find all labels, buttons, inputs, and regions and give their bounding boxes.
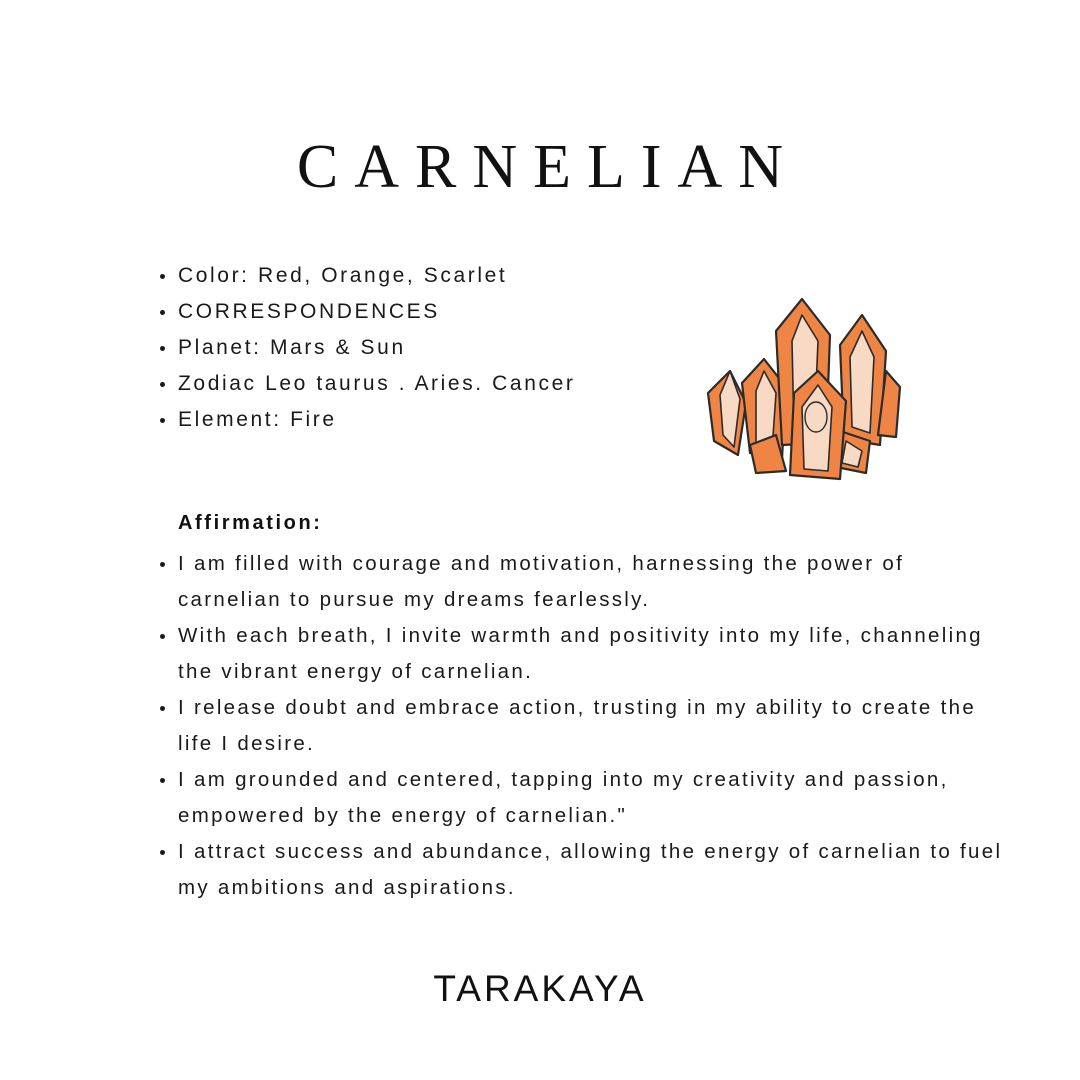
- affirmation-list: [152, 546, 1012, 906]
- list-item: I am grounded and centered, tapping into my creativity and passion, empowered by the energy of carnelian.": [152, 762, 1012, 834]
- list-item: With each breath, I invite warmth and positivity into my life, channeling the vibrant energy of carnelian.: [152, 618, 1012, 690]
- carnelian-crystal-cluster-icon: [690, 275, 920, 500]
- list-item: I release doubt and embrace action, trusting in my ability to create the life I desire.: [152, 690, 1012, 762]
- brand-name: TARAKAYA: [433, 968, 647, 1009]
- list-item: Element: Fire: [152, 402, 712, 438]
- list-item: I attract success and abundance, allowing the energy of carnelian to fuel my ambitions and aspirations.: [152, 834, 1012, 906]
- affirmation-heading: Affirmation:: [178, 512, 323, 534]
- correspondences-list: [152, 258, 712, 438]
- list-item: CORRESPONDENCES: [152, 294, 712, 330]
- page-title: CARNELIAN: [296, 133, 800, 201]
- list-item: Planet: Mars & Sun: [152, 330, 712, 366]
- list-item: I am filled with courage and motivation, harnessing the power of carnelian to pursue my dreams fearlessly.: [152, 546, 1012, 618]
- list-item: Zodiac Leo taurus . Aries. Cancer: [152, 366, 712, 402]
- list-item: Color: Red, Orange, Scarlet: [152, 258, 712, 294]
